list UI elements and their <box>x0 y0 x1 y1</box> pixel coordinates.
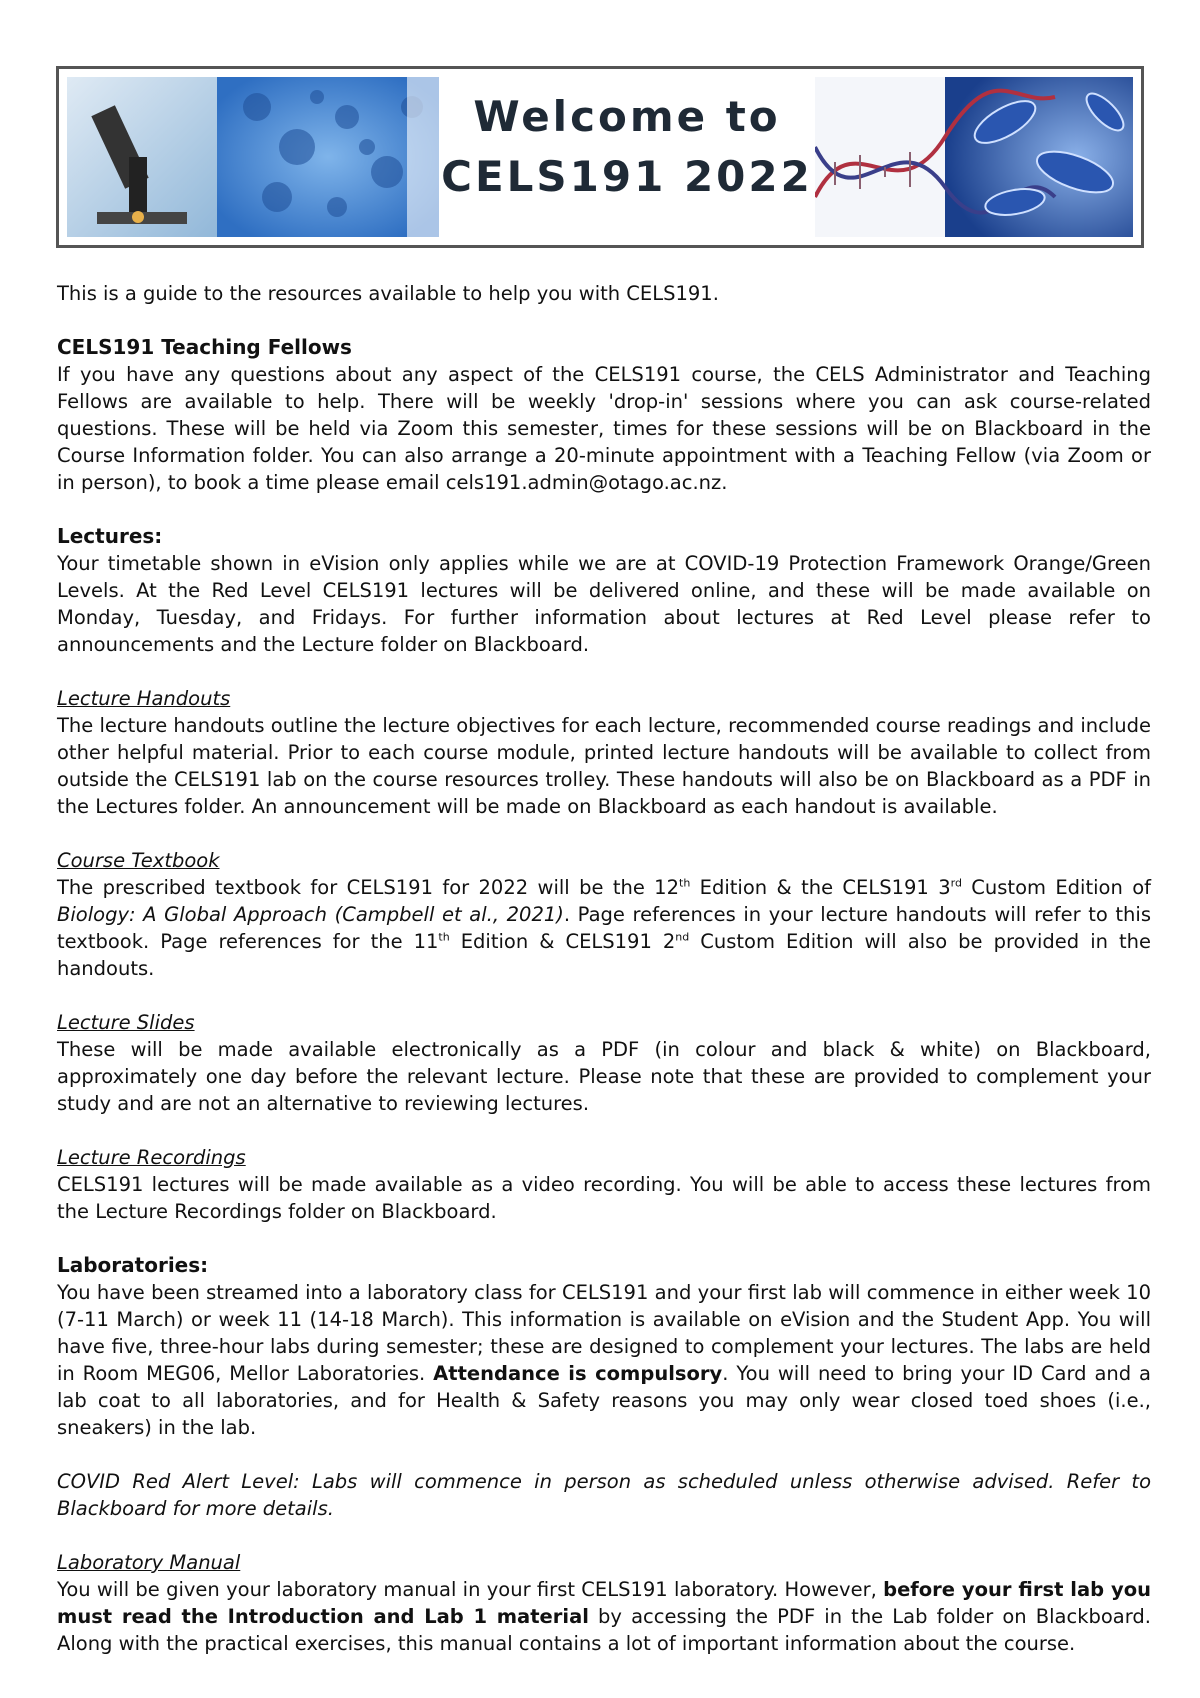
manual-reading-notice: before your first lab you must read the Introduction and Lab 1 material <box>57 1578 1151 1628</box>
document-body <box>57 280 1151 1657</box>
intro-text: This is a guide to the resources available to help you with CELS191. <box>57 282 719 305</box>
lecture-handouts-text: The lecture handouts outline the lecture objectives for each lecture, recommended course readings and include other helpful material. Prior to each course module, printed lecture handouts will be available to collect from outside the CELS191 lab on the course resources trolley. These handouts will also be on Blackboard as a PDF in the Lectures folder. An announcement will be made on Blackboard as each handout is available. <box>57 714 1151 818</box>
lecture-slides-text: These will be made available electronically as a PDF (in colour and black & white) on Blackboard, approximately one day before the relevant lecture. Please note that these are provided to complement your study and are not an alternative to reviewing lectures. <box>57 1038 1151 1115</box>
course-textbook-heading: Course Textbook <box>57 849 220 872</box>
covid-note: COVID Red Alert Level: Labs will commence in person as scheduled unless otherwise advised. Refer to Blackboard for more details. <box>57 1470 1151 1520</box>
welcome-banner <box>56 66 1144 248</box>
laboratory-manual-text: You will be given your laboratory manual in your first CELS191 laboratory. However, before your first lab you must read the Introduction and Lab 1 material by accessing the PDF in the Lab folder on Blackboard. Along with the practical exercises, this manual contains a lot of important information about the course. <box>57 1578 1152 1655</box>
microscope-and-cells-image <box>67 77 439 237</box>
laboratories-heading: Laboratories: <box>57 1253 209 1277</box>
lectures-text: Your timetable shown in eVision only applies while we are at COVID-19 Protection Framework Orange/Green Levels. At the Red Level CELS191 lectures will be delivered online, and these will be made available on Monday, Tuesday, and Fridays. For further information about lectures at Red Level please refer to announcements and the Lecture folder on Blackboard. <box>57 552 1151 656</box>
teaching-fellows-heading: CELS191 Teaching Fellows <box>57 335 352 359</box>
attendance-notice: Attendance is compulsory <box>433 1362 723 1385</box>
textbook-title: Biology: A Global Approach (Campbell et al., 2021) <box>57 903 564 926</box>
lecture-handouts-heading: Lecture Handouts <box>57 687 231 710</box>
laboratory-manual-heading: Laboratory Manual <box>57 1551 241 1574</box>
banner-title-line1: Welcome to <box>473 92 781 141</box>
lecture-recordings-text: CELS191 lectures will be made available as a video recording. You will be able to access these lectures from the Lecture Recordings folder on Blackboard. <box>57 1173 1151 1223</box>
banner-title <box>439 87 815 207</box>
lecture-recordings-heading: Lecture Recordings <box>57 1146 246 1169</box>
course-textbook-text: The prescribed textbook for CELS191 for 2022 will be the 12th Edition & the CELS191 3rd Custom Edition of Biology: A Global Approach (Campbell et al., 2021). Page references in your lecture handouts will refer to this textbook. Page references for the 11th Edition & CELS191 2nd Custom Edition will also be provided in the handouts. <box>57 876 1151 980</box>
banner-title-line2: CELS191 2022 <box>441 152 813 201</box>
lectures-heading: Lectures: <box>57 524 163 548</box>
lecture-slides-heading: Lecture Slides <box>57 1011 195 1034</box>
teaching-fellows-text: If you have any questions about any aspect of the CELS191 course, the CELS Administrator and Teaching Fellows are available to help. There will be weekly 'drop-in' sessions where you can ask course-related questions. These will be held via Zoom this semester, times for these sessions will be on Blackboard in the Course Information folder. You can also arrange a 20-minute appointment with a Teaching Fellow (via Zoom or in person), to book a time please email cels191.admin@otago.ac.nz. <box>57 363 1151 494</box>
laboratories-text: You have been streamed into a laboratory class for CELS191 and your first lab will commence in either week 10 (7-11 March) or week 11 (14-18 March). This information is available on eVision and the Student App. You will have five, three-hour labs during semester; these are designed to complement your lectures. The labs are held in Room MEG06, Mellor Laboratories. Attendance is compulsory. You will need to bring your ID Card and a lab coat to all laboratories, and for Health & Safety reasons you may only wear closed toed shoes (i.e., sneakers) in the lab. <box>57 1281 1152 1439</box>
dna-helix-and-bacteria-image <box>815 77 1133 237</box>
